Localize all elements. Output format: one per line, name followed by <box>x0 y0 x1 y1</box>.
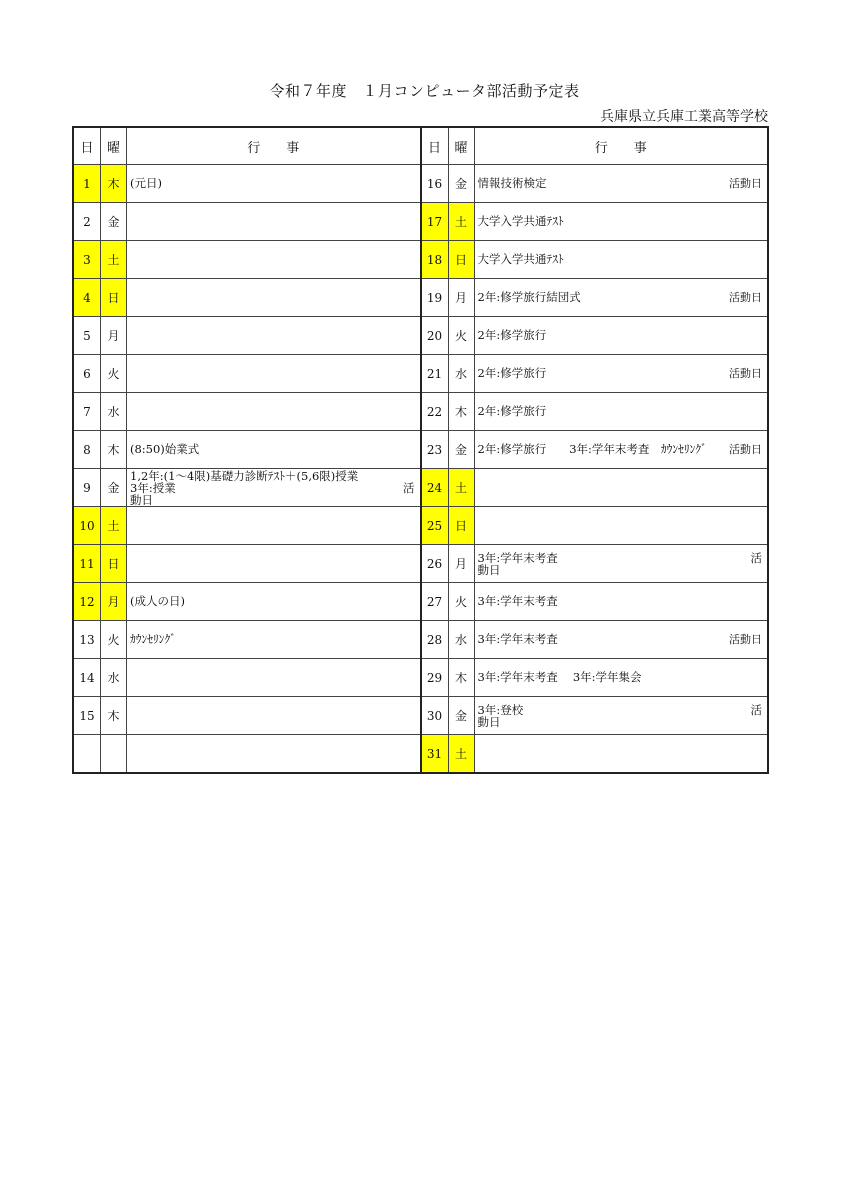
event-cell <box>474 165 768 203</box>
event-cell <box>127 621 421 659</box>
event-text: 2年:修学旅行 <box>477 328 547 342</box>
event-cell <box>474 393 768 431</box>
activity-label: 活 <box>750 550 762 565</box>
day-number: 28 <box>421 621 449 659</box>
weekday: 金 <box>448 431 474 469</box>
table-row <box>73 735 768 774</box>
day-number: 23 <box>421 431 449 469</box>
table-row <box>73 279 768 317</box>
header-day-right: 日 <box>421 127 449 165</box>
day-number: 4 <box>73 279 101 317</box>
event-cell <box>474 355 768 393</box>
day-number: 20 <box>421 317 449 355</box>
event-cell <box>474 545 768 583</box>
weekday: 水 <box>101 659 127 697</box>
weekday: 土 <box>448 735 474 774</box>
day-number: 17 <box>421 203 449 241</box>
weekday: 木 <box>448 393 474 431</box>
day-number: 2 <box>73 203 101 241</box>
header-event: 行 事 <box>127 127 421 165</box>
activity-label: 活 <box>403 481 415 495</box>
event-text-line2: 3年:授業 <box>130 481 176 495</box>
activity-label: 活動日 <box>729 367 762 380</box>
activity-label: 活動日 <box>729 443 762 456</box>
weekday: 日 <box>101 545 127 583</box>
activity-label-cont: 動日 <box>130 493 153 507</box>
event-text: 情報技術検定 <box>477 176 547 190</box>
weekday: 木 <box>101 697 127 735</box>
header-event-right: 行 事 <box>474 127 768 165</box>
header-row <box>73 127 768 165</box>
table-row <box>73 507 768 545</box>
weekday <box>101 735 127 774</box>
activity-label: 活動日 <box>729 291 762 304</box>
event-cell <box>127 393 421 431</box>
event-cell <box>474 317 768 355</box>
activity-label: 活 <box>750 702 762 717</box>
weekday: 月 <box>448 279 474 317</box>
event-cell <box>127 469 421 507</box>
weekday: 水 <box>448 621 474 659</box>
day-number: 14 <box>73 659 101 697</box>
event-text: 3年:学年末考査 <box>477 632 558 646</box>
weekday: 火 <box>101 621 127 659</box>
day-number: 25 <box>421 507 449 545</box>
weekday: 金 <box>101 203 127 241</box>
weekday: 土 <box>101 507 127 545</box>
weekday: 日 <box>448 507 474 545</box>
event-cell <box>127 241 421 279</box>
activity-label-cont: 動日 <box>477 562 501 577</box>
event-cell <box>127 697 421 735</box>
table-row <box>73 355 768 393</box>
event-text: 2年:修学旅行 <box>477 404 547 418</box>
event-cell <box>474 431 768 469</box>
event-cell <box>474 621 768 659</box>
event-cell <box>127 279 421 317</box>
event-cell <box>127 317 421 355</box>
event-cell <box>474 241 768 279</box>
day-number: 26 <box>421 545 449 583</box>
event-cell <box>474 583 768 621</box>
event-text: 2年:修学旅行 3年:学年末考査 ｶｳﾝｾﾘﾝｸﾞ <box>477 442 707 456</box>
event-cell <box>474 469 768 507</box>
event-cell <box>127 431 421 469</box>
header-weekday: 曜 <box>101 127 127 165</box>
day-number: 16 <box>421 165 449 203</box>
day-number: 5 <box>73 317 101 355</box>
event-cell <box>127 203 421 241</box>
school-name: 兵庫県立兵庫工業高等学校 <box>600 109 768 125</box>
day-number: 13 <box>73 621 101 659</box>
event-cell <box>127 507 421 545</box>
day-number: 15 <box>73 697 101 735</box>
page-title: 令和７年度 １月コンピュータ部活動予定表 <box>269 82 580 100</box>
day-number: 22 <box>421 393 449 431</box>
event-cell <box>474 659 768 697</box>
table-row <box>73 621 768 659</box>
header-weekday-right: 曜 <box>448 127 474 165</box>
day-number: 11 <box>73 545 101 583</box>
event-cell <box>474 697 768 735</box>
event-text: (元日) <box>130 176 162 190</box>
table-row <box>73 431 768 469</box>
event-cell <box>127 545 421 583</box>
weekday: 水 <box>101 393 127 431</box>
day-number: 10 <box>73 507 101 545</box>
day-number: 18 <box>421 241 449 279</box>
event-text: ｶｳﾝｾﾘﾝｸﾞ <box>130 632 176 646</box>
event-text: (8:50)始業式 <box>130 442 200 456</box>
event-cell <box>474 279 768 317</box>
weekday: 木 <box>448 659 474 697</box>
event-cell <box>474 203 768 241</box>
activity-label: 活動日 <box>729 633 762 646</box>
weekday: 土 <box>448 203 474 241</box>
event-cell <box>474 735 768 774</box>
day-number: 19 <box>421 279 449 317</box>
event-cell <box>127 659 421 697</box>
day-number: 30 <box>421 697 449 735</box>
event-text: 3年:学年末考査 <box>477 550 558 565</box>
event-text: 大学入学共通ﾃｽﾄ <box>477 252 564 266</box>
table-row <box>73 697 768 735</box>
weekday: 水 <box>448 355 474 393</box>
day-number: 9 <box>73 469 101 507</box>
day-number <box>73 735 101 774</box>
event-cell <box>127 355 421 393</box>
day-number: 1 <box>73 165 101 203</box>
table-row <box>73 165 768 203</box>
event-cell <box>127 165 421 203</box>
table-row <box>73 317 768 355</box>
event-text: 3年:学年末考査 3年:学年集会 <box>477 670 642 684</box>
event-text: 2年:修学旅行 <box>477 366 547 380</box>
event-text: 3年:登校 <box>477 702 524 717</box>
weekday: 木 <box>101 165 127 203</box>
weekday: 土 <box>448 469 474 507</box>
weekday: 金 <box>101 469 127 507</box>
event-text: 大学入学共通ﾃｽﾄ <box>477 214 564 228</box>
table-row <box>73 583 768 621</box>
day-number: 31 <box>421 735 449 774</box>
event-text: 3年:学年末考査 <box>477 594 558 608</box>
event-cell <box>127 583 421 621</box>
event-text: (成人の日) <box>130 594 185 608</box>
day-number: 21 <box>421 355 449 393</box>
event-cell <box>474 507 768 545</box>
table-row <box>73 659 768 697</box>
table-row <box>73 203 768 241</box>
event-text: 2年:修学旅行結団式 <box>477 290 581 304</box>
day-number: 24 <box>421 469 449 507</box>
weekday: 月 <box>101 317 127 355</box>
weekday: 金 <box>448 165 474 203</box>
weekday: 木 <box>101 431 127 469</box>
weekday: 日 <box>448 241 474 279</box>
weekday: 月 <box>101 583 127 621</box>
day-number: 27 <box>421 583 449 621</box>
day-number: 8 <box>73 431 101 469</box>
table-row <box>73 545 768 583</box>
weekday: 火 <box>448 317 474 355</box>
schedule-body <box>73 165 768 774</box>
day-number: 3 <box>73 241 101 279</box>
weekday: 火 <box>448 583 474 621</box>
weekday: 火 <box>101 355 127 393</box>
table-row <box>73 241 768 279</box>
header-day: 日 <box>73 127 101 165</box>
weekday: 土 <box>101 241 127 279</box>
activity-label: 活動日 <box>729 177 762 190</box>
table-row <box>73 469 768 507</box>
day-number: 29 <box>421 659 449 697</box>
weekday: 日 <box>101 279 127 317</box>
day-number: 7 <box>73 393 101 431</box>
day-number: 12 <box>73 583 101 621</box>
activity-label-cont: 動日 <box>477 714 501 729</box>
weekday: 月 <box>448 545 474 583</box>
event-text: 1,2年:(1～4限)基礎力診断ﾃｽﾄ＋(5,6限)授業 <box>130 469 359 483</box>
event-cell <box>127 735 421 774</box>
schedule-table <box>72 126 769 774</box>
day-number: 6 <box>73 355 101 393</box>
weekday: 金 <box>448 697 474 735</box>
table-row <box>73 393 768 431</box>
